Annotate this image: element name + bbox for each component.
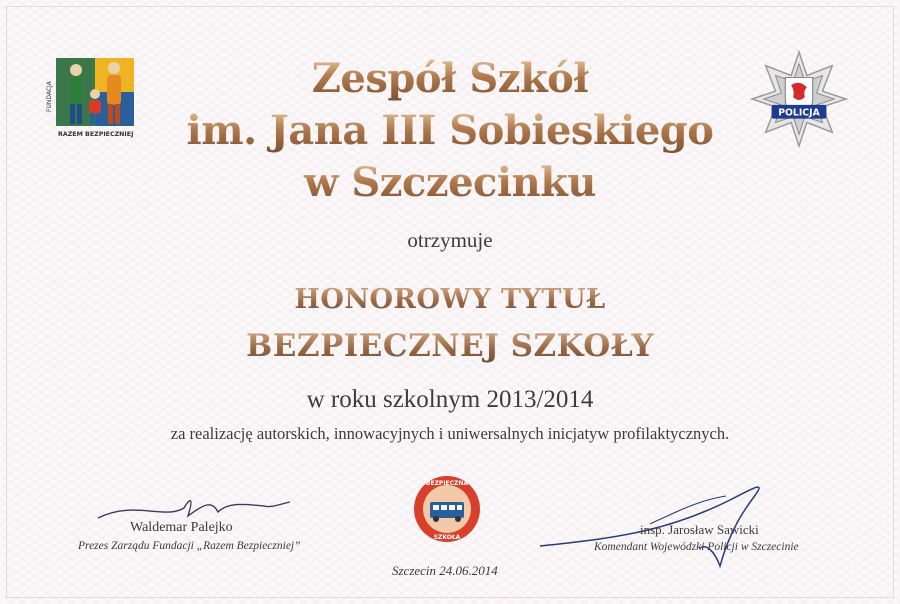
title-line-1: Zespół Szkół <box>0 56 900 102</box>
title-line-2: im. Jana III Sobieskiego <box>0 108 900 154</box>
signer-left-role: Prezes Zarządu Fundacji „Razem Bezpieczniej” <box>78 540 301 552</box>
safe-school-badge <box>412 474 482 544</box>
description-text: za realizację autorskich, innowacyjnych i uniwersalnych inicjatyw profilaktycznych. <box>170 424 730 443</box>
signer-right-role: Komendant Wojewódzki Policji w Szczecinie <box>594 541 799 553</box>
school-year-text: w roku szkolnym 2013/2014 <box>306 386 594 413</box>
place-date: Szczecin 24.06.2014 <box>392 563 498 578</box>
police-text: POLICJA <box>778 107 820 119</box>
police-logo <box>750 50 848 148</box>
signer-right-name: insp. Jarosław Sawicki <box>640 522 759 537</box>
title-line-3: w Szczecinku <box>0 160 900 206</box>
signer-left-name: Waldemar Palejko <box>130 520 233 535</box>
honor-title-line-2: BEZPIECZNEJ SZKOŁY <box>0 328 900 364</box>
badge-bottom-text: SZKOŁA <box>433 534 461 541</box>
honor-title-line-1: HONOROWY TYTUŁ <box>0 284 900 315</box>
receives-text: otrzymuje <box>407 228 493 252</box>
police-star-emblem-icon <box>752 52 846 146</box>
badge-top-text: BEZPIECZNA <box>425 480 469 487</box>
